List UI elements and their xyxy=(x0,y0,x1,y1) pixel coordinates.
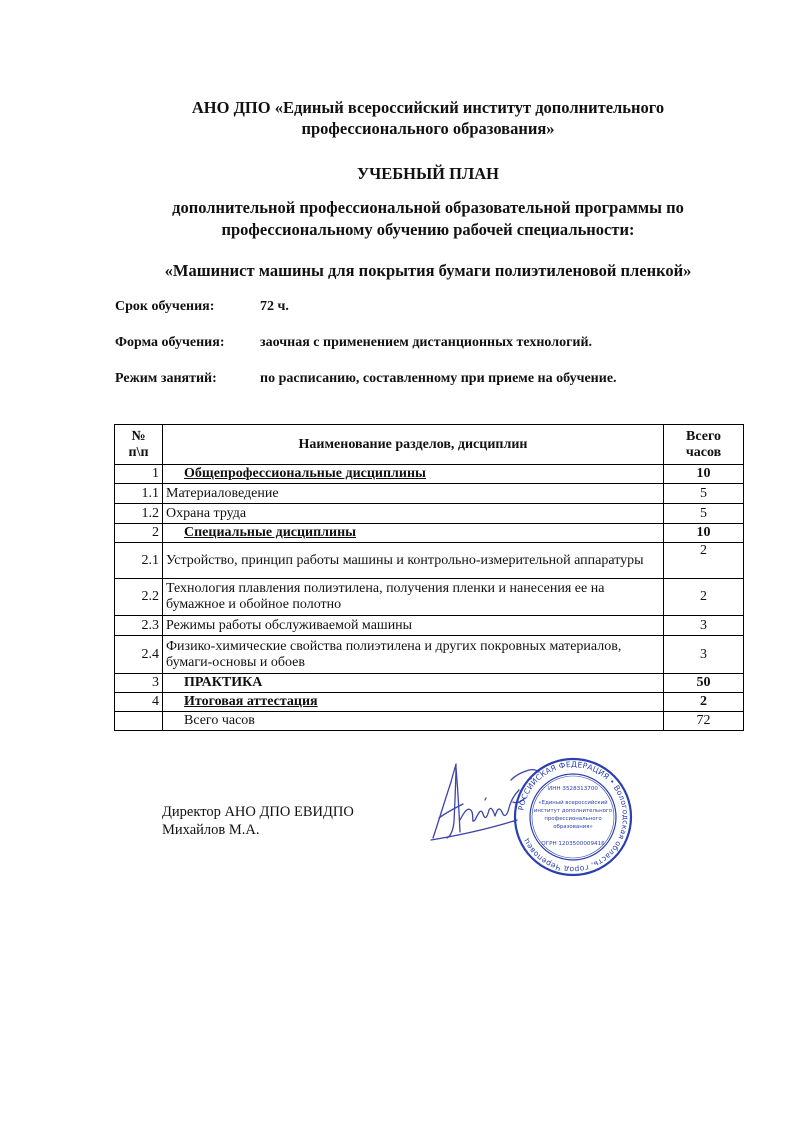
table-header-row xyxy=(115,425,744,465)
total-label: Всего часов xyxy=(163,712,664,731)
plan-title: УЧЕБНЫЙ ПЛАН xyxy=(356,164,499,183)
header-num-line-1: № xyxy=(131,428,146,444)
row-name: Режимы работы обслуживаемой машины xyxy=(163,616,664,636)
row-num: 4 xyxy=(115,693,163,712)
row-hours: 2 xyxy=(664,693,744,712)
stamp-inn: ИНН 3528313700 xyxy=(548,786,598,792)
stamp-org-line-4: образования» xyxy=(553,824,593,830)
row-name: Физико-химические свойства полиэтилена и других покровных материалов, бумаги-основы и обоев xyxy=(163,636,664,674)
row-name: Специальные дисциплины xyxy=(163,524,664,543)
table-row xyxy=(115,504,744,524)
stamp-ogrn: ОГРН 1203500009416 xyxy=(541,841,605,847)
row-num: 1.2 xyxy=(115,504,163,524)
row-name: ПРАКТИКА xyxy=(163,674,664,693)
row-hours: 5 xyxy=(664,484,744,504)
row-hours: 50 xyxy=(664,674,744,693)
stamp-org-line-3: профессионального xyxy=(544,816,602,822)
header-hours xyxy=(664,425,744,465)
institute-title xyxy=(100,97,756,139)
table-row xyxy=(115,524,744,543)
row-num: 2 xyxy=(115,524,163,543)
stamp-org-line-2: институт дополнительного xyxy=(533,808,613,814)
table-row xyxy=(115,543,744,579)
specialty-title: «Машинист машины для покрытия бумаги полиэтиленовой пленкой» xyxy=(164,261,692,280)
curriculum-table xyxy=(114,424,744,731)
stamp-image xyxy=(512,756,634,878)
row-num: 2.4 xyxy=(115,636,163,674)
schedule-value: по расписанию, составленному при приеме на обучение. xyxy=(260,371,617,386)
table-row xyxy=(115,693,744,712)
row-num: 1 xyxy=(115,465,163,484)
duration-label: Срок обучения: xyxy=(115,299,215,314)
institute-title-line-2: профессионального образования» xyxy=(301,119,555,138)
total-num xyxy=(115,712,163,731)
row-num: 2.1 xyxy=(115,543,163,579)
table-row xyxy=(115,465,744,484)
total-hours: 72 xyxy=(664,712,744,731)
row-hours: 2 xyxy=(664,579,744,616)
table-row xyxy=(115,636,744,674)
schedule-label: Режим занятий: xyxy=(115,371,217,386)
director-name: Михайлов М.А. xyxy=(162,822,260,838)
table-total-row xyxy=(115,712,744,731)
stamp-outer-text: РОССИЙСКАЯ ФЕДЕРАЦИЯ • Вологодская область, город Череповец xyxy=(516,759,631,875)
header-num xyxy=(115,425,163,465)
duration-value: 72 ч. xyxy=(260,299,289,314)
header-num-line-2: п\п xyxy=(128,444,149,460)
row-hours: 3 xyxy=(664,636,744,674)
table-row xyxy=(115,579,744,616)
row-name: Технология плавления полиэтилена, получения пленки и нанесения ее на бумажное и обойное полотно xyxy=(163,579,664,616)
director-title: Директор АНО ДПО ЕВИДПО xyxy=(162,804,354,820)
form-value: заочная с применением дистанционных технологий. xyxy=(260,335,593,350)
row-name: Охрана труда xyxy=(163,504,664,524)
header-hours-line-2: часов xyxy=(685,444,722,460)
row-hours: 5 xyxy=(664,504,744,524)
row-hours: 3 xyxy=(664,616,744,636)
row-name: Итоговая аттестация xyxy=(163,693,664,712)
program-subtitle-line-1: дополнительной профессиональной образовательной программы по xyxy=(172,198,684,217)
stamp-org-line-1: «Единый всероссийский xyxy=(538,800,608,806)
row-num: 3 xyxy=(115,674,163,693)
form-label: Форма обучения: xyxy=(115,335,225,350)
row-hours: 10 xyxy=(664,524,744,543)
row-num: 1.1 xyxy=(115,484,163,504)
institute-title-line-1: АНО ДПО «Единый всероссийский институт дополнительного xyxy=(191,98,665,117)
program-subtitle xyxy=(100,197,756,241)
header-name: Наименование разделов, дисциплин xyxy=(163,425,664,465)
director-block xyxy=(162,803,354,839)
table-row xyxy=(115,484,744,504)
row-name: Общепрофессиональные дисциплины xyxy=(163,465,664,484)
program-subtitle-line-2: профессиональному обучению рабочей специальности: xyxy=(221,220,635,239)
row-name: Устройство, принцип работы машины и контрольно-измерительной аппаратуры xyxy=(163,543,664,579)
row-num: 2.2 xyxy=(115,579,163,616)
header-hours-line-1: Всего xyxy=(686,428,721,444)
row-num: 2.3 xyxy=(115,616,163,636)
table-row xyxy=(115,674,744,693)
row-name: Материаловедение xyxy=(163,484,664,504)
table-row xyxy=(115,616,744,636)
row-hours: 2 xyxy=(664,543,744,579)
row-hours: 10 xyxy=(664,465,744,484)
